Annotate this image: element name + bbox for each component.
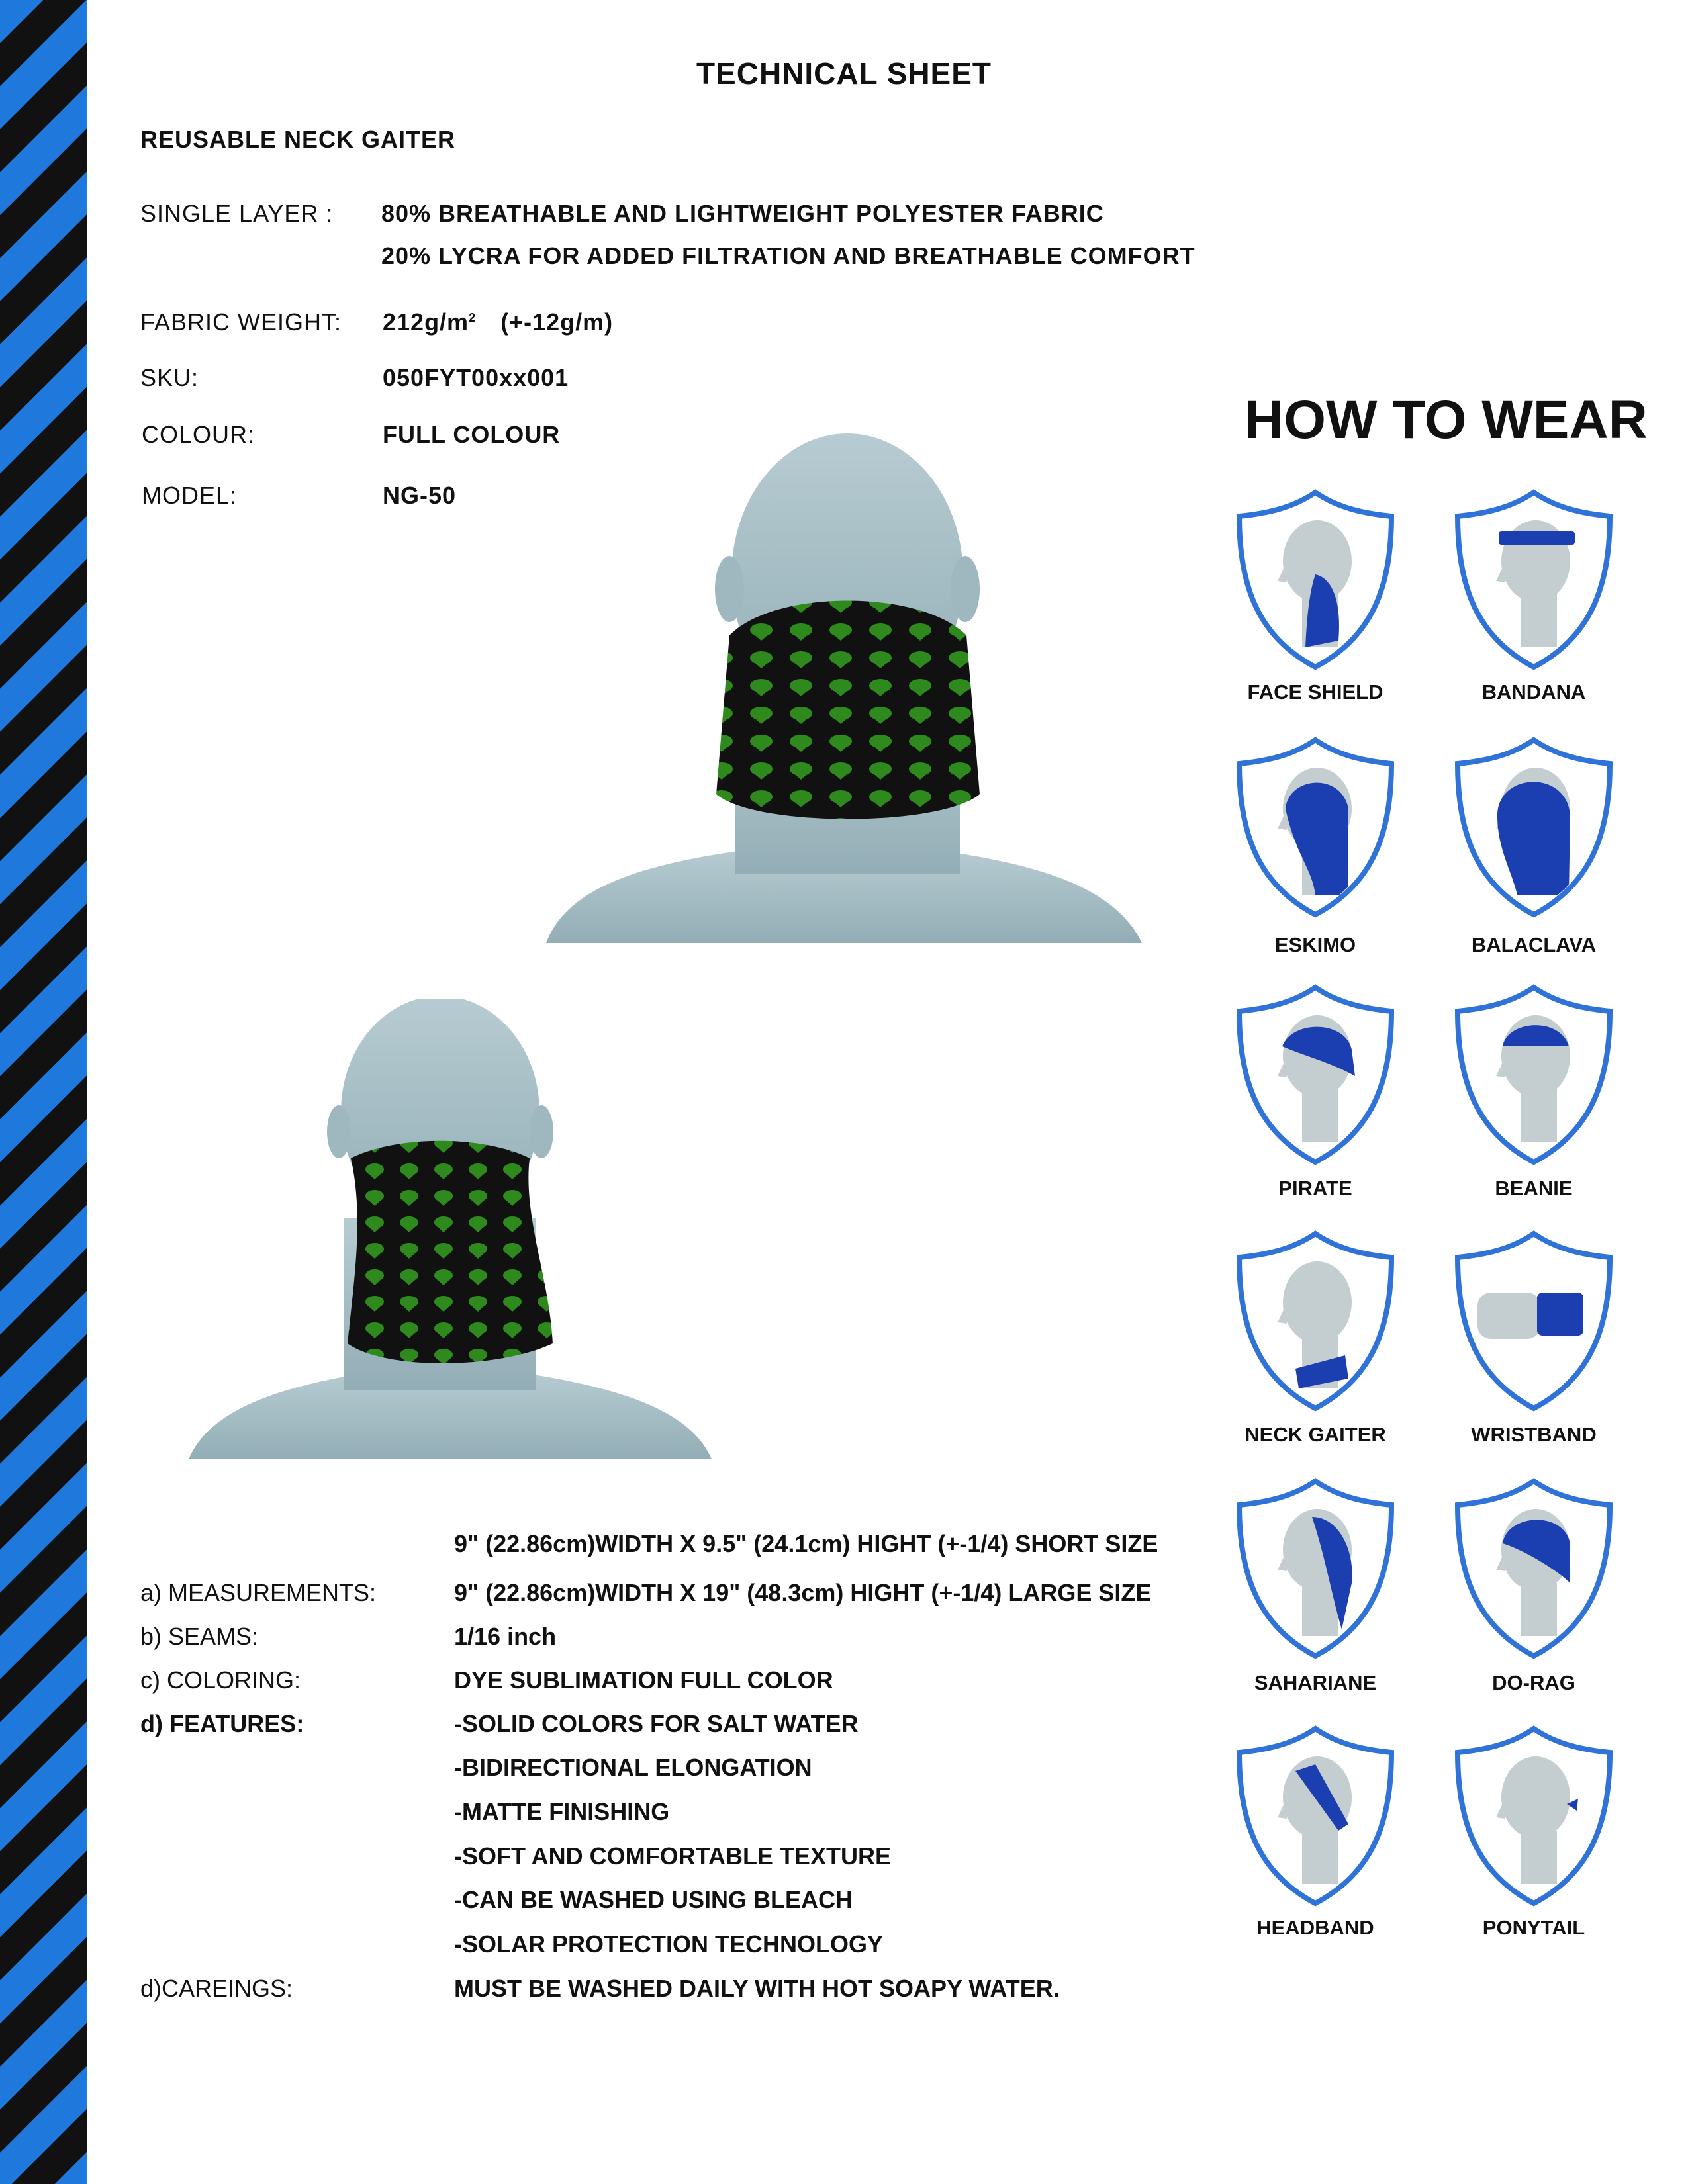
coloring-value: DYE SUBLIMATION FULL COLOR <box>454 1666 833 1694</box>
features-label: d) FEATURES: <box>140 1710 305 1737</box>
care-value: MUST BE WASHED DAILY WITH HOT SOAPY WATER. <box>454 1975 1060 2002</box>
sku-label: SKU: <box>140 364 199 391</box>
wear-style-caption: ESKIMO <box>1274 933 1356 956</box>
headband-icon <box>1233 1725 1398 1907</box>
measurements-label: a) MEASUREMENTS: <box>140 1579 377 1606</box>
sku-value: 050FYT00xx001 <box>383 364 569 391</box>
measurement-large-size: 9" (22.86cm)WIDTH X 19" (48.3cm) HIGHT (+-1/4) LARGE SIZE <box>454 1579 1152 1606</box>
colour-label: COLOUR: <box>142 421 256 448</box>
model-label: MODEL: <box>142 482 238 509</box>
eskimo-icon <box>1233 736 1398 918</box>
fabric-weight-label: FABRIC WEIGHT: <box>140 308 342 336</box>
single-layer-label: SINGLE LAYER : <box>140 200 334 227</box>
single-layer-line-1: 80% BREATHABLE AND LIGHTWEIGHT POLYESTER FABRIC <box>381 200 1104 227</box>
fabric-weight-value <box>383 308 613 336</box>
wear-style-caption: DO-RAG <box>1492 1671 1575 1694</box>
wear-style-caption: HEADBAND <box>1256 1916 1374 1939</box>
page-title: TECHNICAL SHEET <box>696 56 992 91</box>
seams-value: 1/16 inch <box>454 1623 557 1650</box>
feature-item: -MATTE FINISHING <box>454 1798 670 1825</box>
wristband-icon <box>1451 1230 1617 1412</box>
wear-style-caption: BANDANA <box>1481 680 1586 704</box>
seams-label: b) SEAMS: <box>140 1623 259 1650</box>
feature-item: -BIDIRECTIONAL ELONGATION <box>454 1754 812 1781</box>
care-label: d)CAREINGS: <box>140 1975 293 2002</box>
feature-item: -SOFT AND COMFORTABLE TEXTURE <box>454 1843 891 1870</box>
product-name: REUSABLE NECK GAITER <box>140 126 456 153</box>
pirate-icon <box>1233 983 1398 1165</box>
fabric-weight-tolerance: (+-12g/m) <box>500 308 614 336</box>
balaclava-icon <box>1451 736 1617 918</box>
measurement-short-size: 9" (22.86cm)WIDTH X 9.5" (24.1cm) HIGHT (+-1/4) SHORT SIZE <box>454 1530 1158 1557</box>
decorative-stripe-border <box>0 0 87 2184</box>
model-value: NG-50 <box>383 482 457 509</box>
wear-style-caption: PONYTAIL <box>1482 1916 1585 1939</box>
wear-style-caption: SAHARIANE <box>1254 1671 1377 1694</box>
feature-item: -SOLID COLORS FOR SALT WATER <box>454 1710 859 1737</box>
sahariane-icon <box>1233 1477 1398 1659</box>
single-layer-line-2: 20% LYCRA FOR ADDED FILTRATION AND BREATHABLE COMFORT <box>381 242 1196 269</box>
wear-style-caption: FACE SHIELD <box>1247 680 1383 704</box>
wear-style-caption: WRISTBAND <box>1471 1423 1597 1446</box>
bandana-icon <box>1451 488 1617 670</box>
fabric-weight-number: 212g/m <box>383 308 469 336</box>
fabric-weight-superscript: 2 <box>469 311 477 324</box>
face-shield-icon <box>1233 488 1398 670</box>
wear-style-caption: NECK GAITER <box>1244 1423 1386 1446</box>
feature-item: -CAN BE WASHED USING BLEACH <box>454 1886 853 1913</box>
neck-gaiter-icon <box>1233 1230 1398 1412</box>
mannequin-front-illustration <box>543 424 1152 953</box>
wear-style-caption: BEANIE <box>1495 1177 1573 1200</box>
ponytail-icon <box>1451 1725 1617 1907</box>
mannequin-back-illustration <box>185 999 715 1463</box>
wear-style-caption: PIRATE <box>1278 1177 1352 1200</box>
beanie-icon <box>1451 983 1617 1165</box>
colour-value: FULL COLOUR <box>383 421 561 448</box>
do-rag-icon <box>1451 1477 1617 1659</box>
wear-style-caption: BALACLAVA <box>1471 933 1597 956</box>
how-to-wear-title: HOW TO WEAR <box>1244 390 1648 450</box>
feature-item: -SOLAR PROTECTION TECHNOLOGY <box>454 1931 883 1958</box>
coloring-label: c) COLORING: <box>140 1666 301 1694</box>
